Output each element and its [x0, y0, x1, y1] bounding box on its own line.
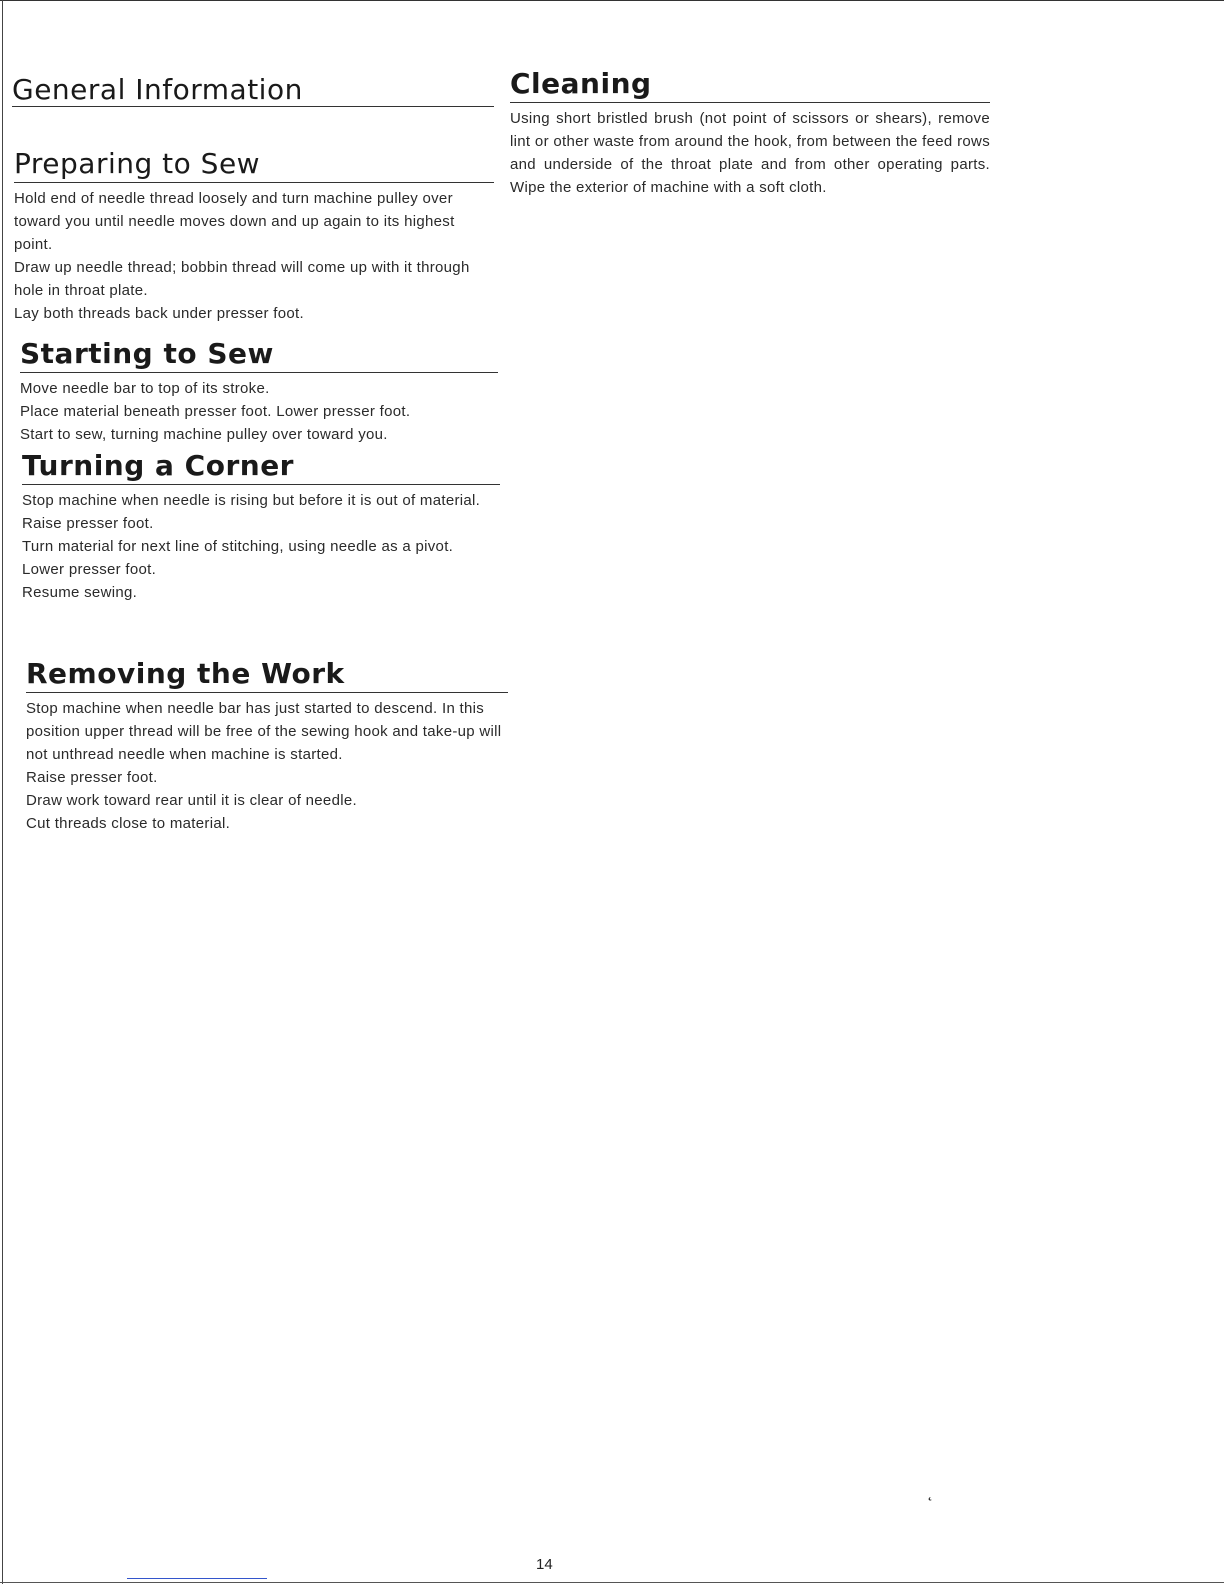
scan-speck: ˛ — [928, 1484, 934, 1501]
turning-line-2: Raise presser foot. — [22, 515, 154, 532]
section-removing-the-work — [26, 658, 508, 835]
footer-link-underline — [127, 1578, 267, 1579]
page-border-left — [2, 0, 3, 1584]
heading-removing-the-work: Removing the Work — [26, 657, 345, 690]
heading-rule — [14, 182, 494, 183]
turning-line-4: Lower presser foot. — [22, 561, 157, 578]
heading-turning-a-corner: Turning a Corner — [22, 449, 294, 482]
removing-line-1: Stop machine when needle bar has just started to descend. In this position upper thread will be free of the sewing hook and take-up will not unthread needle when machine is started. — [26, 700, 502, 763]
heading-rule — [26, 692, 508, 693]
heading-rule — [22, 484, 500, 485]
section-general-information — [12, 74, 494, 107]
section-starting-to-sew — [20, 338, 498, 446]
heading-general-information: General Information — [12, 73, 303, 106]
removing-body — [26, 697, 508, 835]
preparing-line-2: Draw up needle thread; bobbin thread will come up with it through hole in throat plate. — [14, 259, 470, 299]
preparing-line-1: Hold end of needle thread loosely and turn machine pulley over toward you until needle moves down and up again to its highest point. — [14, 190, 455, 253]
section-cleaning — [510, 68, 990, 199]
heading-rule — [510, 102, 990, 103]
starting-body — [20, 377, 498, 446]
page-number: 14 — [536, 1556, 553, 1573]
turning-line-1: Stop machine when needle is rising but before it is out of material. — [22, 492, 481, 509]
heading-cleaning: Cleaning — [510, 67, 652, 100]
section-preparing-to-sew — [14, 148, 494, 325]
heading-starting-to-sew: Starting to Sew — [20, 337, 274, 370]
preparing-body — [14, 187, 494, 325]
turning-line-3: Turn material for next line of stitching, using needle as a pivot. — [22, 538, 454, 555]
starting-line-3: Start to sew, turning machine pulley over toward you. — [20, 426, 388, 443]
removing-line-3: Draw work toward rear until it is clear of needle. — [26, 792, 357, 809]
removing-line-4: Cut threads close to material. — [26, 815, 231, 832]
heading-preparing-to-sew: Preparing to Sew — [14, 147, 261, 180]
preparing-line-3: Lay both threads back under presser foot. — [14, 305, 304, 322]
starting-line-2: Place material beneath presser foot. Lower presser foot. — [20, 403, 411, 420]
cleaning-line-1: Using short bristled brush (not point of scissors or shears), remove lint or other waste from around the hook, from between the feed rows and underside of the throat plate and from other operating parts. Wipe the exterior of machine with a soft cloth. — [510, 110, 990, 196]
page-border-top — [0, 0, 1224, 1]
section-turning-a-corner — [22, 450, 500, 604]
turning-body — [22, 489, 500, 604]
turning-line-5: Resume sewing. — [22, 584, 138, 601]
removing-line-2: Raise presser foot. — [26, 769, 158, 786]
cleaning-body — [510, 107, 990, 199]
page-border-bottom — [0, 1582, 1224, 1583]
heading-rule — [20, 372, 498, 373]
heading-rule — [12, 106, 494, 107]
starting-line-1: Move needle bar to top of its stroke. — [20, 380, 270, 397]
